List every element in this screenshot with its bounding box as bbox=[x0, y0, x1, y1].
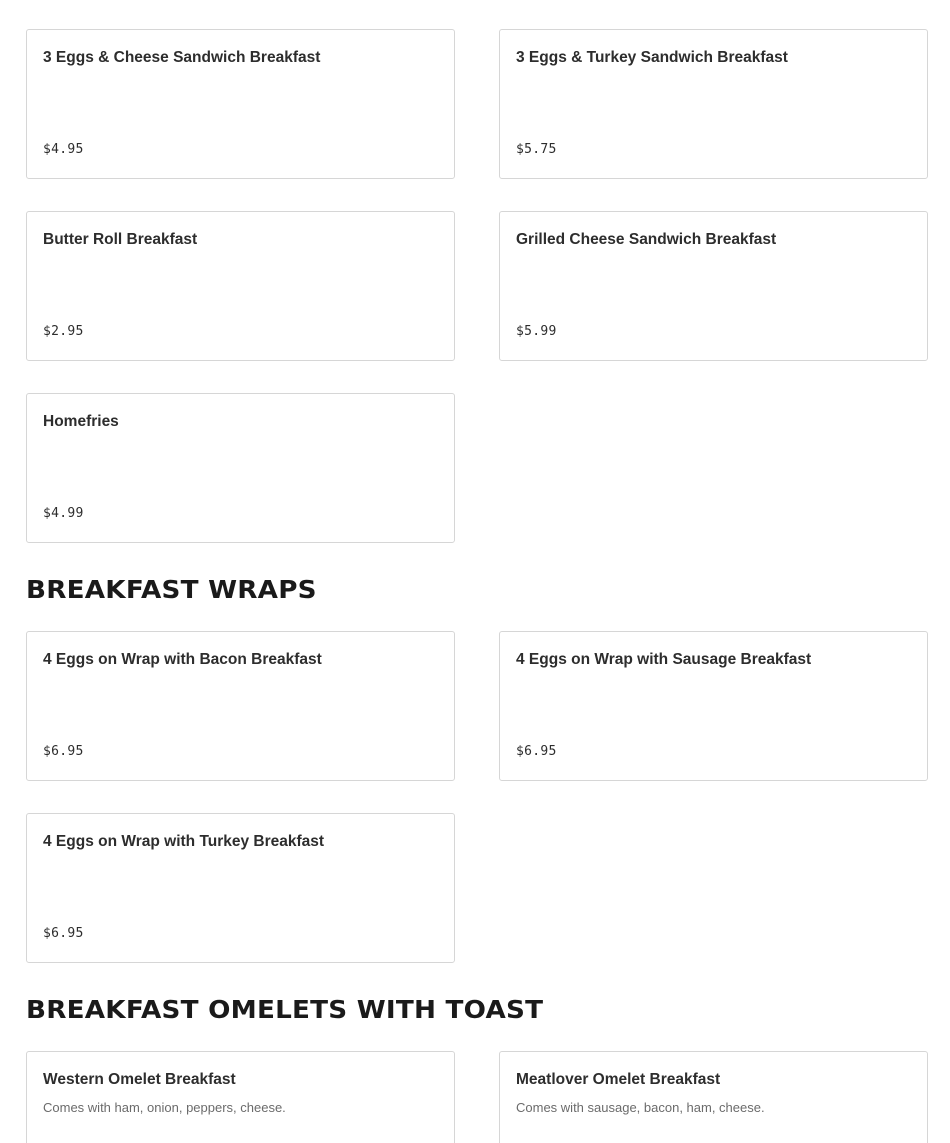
section-heading: BREAKFAST WRAPS bbox=[26, 575, 317, 604]
menu-item-card[interactable] bbox=[499, 29, 928, 179]
menu-item-card[interactable] bbox=[26, 29, 455, 179]
menu-item-description: Comes with ham, onion, peppers, cheese. bbox=[43, 1100, 286, 1115]
menu-item-name: 3 Eggs & Turkey Sandwich Breakfast bbox=[516, 49, 788, 66]
menu-item-card[interactable] bbox=[499, 1051, 928, 1143]
menu-item-name: 3 Eggs & Cheese Sandwich Breakfast bbox=[43, 49, 321, 66]
menu-item-name: Grilled Cheese Sandwich Breakfast bbox=[516, 231, 777, 248]
menu-item-price: $6.95 bbox=[516, 744, 557, 759]
menu-item-price: $4.95 bbox=[43, 142, 84, 157]
menu-item-name: Homefries bbox=[43, 413, 119, 430]
menu-item-price: $5.75 bbox=[516, 142, 557, 157]
menu-item-name: Western Omelet Breakfast bbox=[43, 1071, 236, 1088]
menu-item-name: 4 Eggs on Wrap with Turkey Breakfast bbox=[43, 833, 325, 850]
menu-item-price: $4.99 bbox=[43, 506, 84, 521]
menu-item-price: $5.99 bbox=[516, 324, 557, 339]
menu-item-price: $6.95 bbox=[43, 926, 84, 941]
menu-item-card[interactable] bbox=[26, 631, 455, 781]
menu-item-card[interactable] bbox=[499, 631, 928, 781]
menu-item-card[interactable] bbox=[26, 813, 455, 963]
menu-item-card[interactable] bbox=[26, 393, 455, 543]
menu-item-price: $6.95 bbox=[43, 744, 84, 759]
menu-item-card[interactable] bbox=[26, 1051, 455, 1143]
menu-item-name: 4 Eggs on Wrap with Bacon Breakfast bbox=[43, 651, 322, 668]
menu-item-name: Meatlover Omelet Breakfast bbox=[516, 1071, 721, 1088]
menu-item-card[interactable] bbox=[499, 211, 928, 361]
menu-item-card[interactable] bbox=[26, 211, 455, 361]
section-heading: BREAKFAST OMELETS WITH TOAST bbox=[26, 995, 544, 1024]
menu-item-price: $2.95 bbox=[43, 324, 84, 339]
menu-item-description: Comes with sausage, bacon, ham, cheese. bbox=[516, 1100, 765, 1115]
menu-item-name: Butter Roll Breakfast bbox=[43, 231, 198, 248]
menu-item-name: 4 Eggs on Wrap with Sausage Breakfast bbox=[516, 651, 812, 668]
